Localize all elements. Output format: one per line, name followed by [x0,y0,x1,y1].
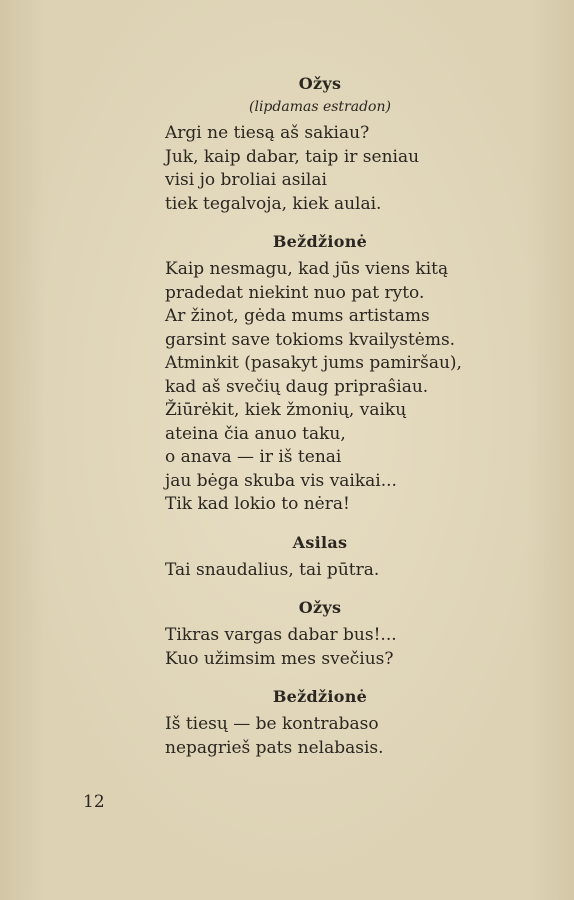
verse-line: Juk, kaip dabar, taip ir seniau [165,146,420,167]
section-5 [165,685,465,760]
verse-line: Tikras vargas dabar bus!... [165,625,397,645]
section-1 [165,72,465,216]
verse-line: o anava — ir iš tenai [165,447,342,467]
speaker-name: Beždžionė [272,687,368,706]
verse-line: nepagrieš pats nelabasis. [165,737,384,758]
verse-line: ateina čia anuo taku, [165,423,346,444]
verse-line: Žiūrėkit, kiek žmonių, vaikų [165,400,407,420]
section-2 [165,230,465,517]
verse-line: tiek tegalvoja, kiek aulai. [165,193,382,214]
verse-line: Argi ne tiesą aš sakiau? [165,123,370,143]
verse-line: pradedat niekint nuo pat ryto. [165,282,425,303]
verse-line: Tai snaudalius, tai pūtra. [165,559,380,580]
page-number: 12 [83,792,105,812]
verse-line: Ar žinot, gėda mums artistams [165,306,430,326]
section-4 [165,596,465,671]
verse-line: kad aš svečių daug pripraŝiau. [165,376,429,397]
speaker-name: Ožys [298,74,342,93]
verse-line: jau bėga skuba vis vaikai... [165,470,397,491]
verse-line: Kuo užimsim mes svečius? [165,648,394,669]
speaker-name: Asilas [292,532,348,552]
verse-line: Tik kad lokio to nėra! [165,494,350,514]
speaker-name: Ožys [298,598,342,617]
poem-text [165,72,465,774]
verse-lines [165,122,465,216]
speaker-name: Beždžionė [272,232,368,251]
verse-line: Iš tiesų — be kontrabaso [165,714,379,734]
verse-lines [165,713,465,760]
verse-line: Kaip nesmagu, kad jūs viens kitą [165,259,449,279]
verse-lines [165,258,465,517]
verse-line: visi jo broliai asilai [165,170,327,190]
verse-lines [165,559,465,583]
verse-line: garsint save tokioms kvailystėms. [165,329,456,350]
verse-line: Atminkit (pasakyt jums pamiršau), [165,353,462,373]
verse-lines [165,624,465,671]
section-3 [165,531,465,583]
stage-direction: (lipdamas estradon) [249,99,391,115]
